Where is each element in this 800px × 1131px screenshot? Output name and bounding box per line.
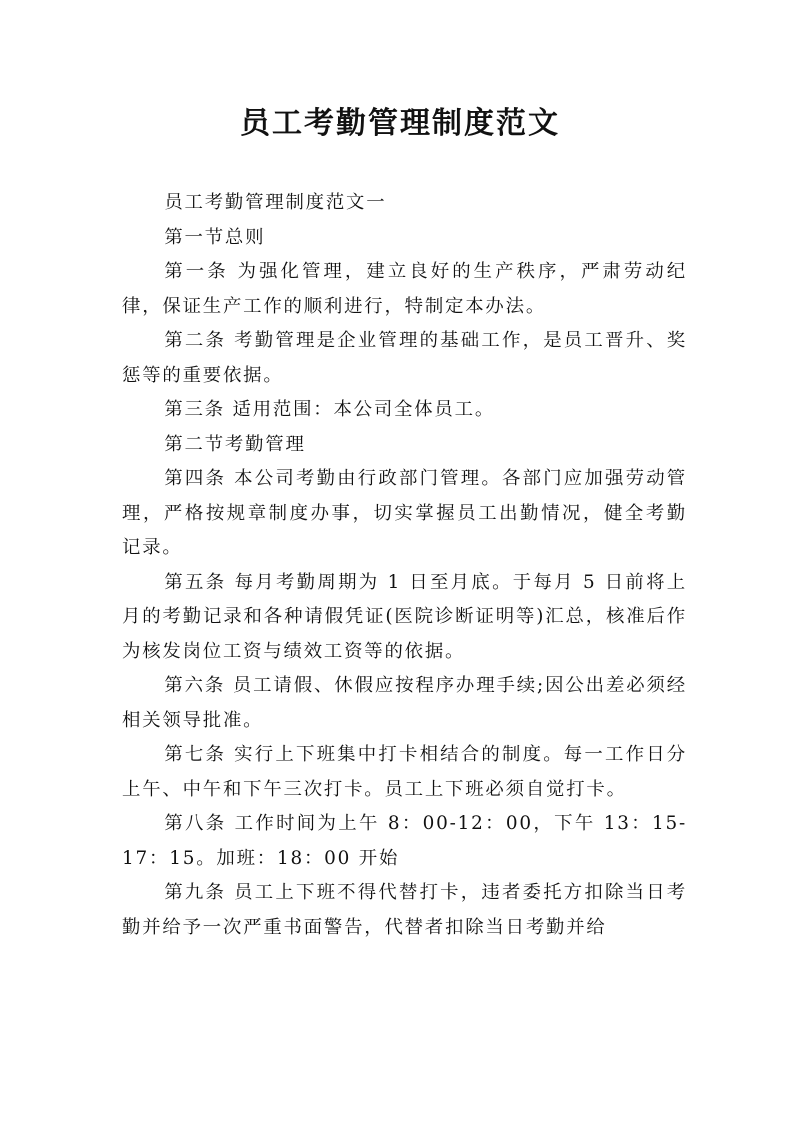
page-title: 员工考勤管理制度范文 — [240, 106, 560, 141]
paragraph-article-7: 第七条 实行上下班集中打卡相结合的制度。每一工作日分上午、中午和下午三次打卡。员工上下班必须自觉打卡。 — [122, 744, 687, 800]
paragraph-article-5: 第五条 每月考勤周期为 1 日至月底。于每月 5 日前将上月的考勤记录和各种请假凭证(医院诊断证明等)汇总，核准后作为核发岗位工资与绩效工资等的依据。 — [122, 571, 687, 662]
paragraph-article-6: 第六条 员工请假、休假应按程序办理手续;因公出差必须经相关领导批准。 — [122, 675, 687, 731]
paragraph-article-1: 第一条 为强化管理，建立良好的生产秩序，严肃劳动纪律，保证生产工作的顺利进行，特制定本办法。 — [122, 261, 687, 317]
paragraph-article-8: 第八条 工作时间为上午 8：00-12：00，下午 13：15-17：15。加班：18：00 开始 — [122, 813, 687, 869]
paragraph-article-4: 第四条 本公司考勤由行政部门管理。各部门应加强劳动管理，严格按规章制度办事，切实掌握员工出勤情况，健全考勤记录。 — [122, 468, 687, 558]
paragraph-subtitle: 员工考勤管理制度范文一 — [164, 192, 387, 213]
paragraph-article-2: 第二条 考勤管理是企业管理的基础工作，是员工晋升、奖惩等的重要依据。 — [122, 330, 687, 386]
paragraph-article-9: 第九条 员工上下班不得代替打卡，违者委托方扣除当日考勤并给予一次严重书面警告，代替者扣除当日考勤并给 — [122, 882, 687, 938]
document-body — [122, 186, 687, 945]
paragraph-section-1-heading: 第一节总则 — [164, 226, 266, 248]
paragraph-article-3: 第三条 适用范围：本公司全体员工。 — [164, 399, 496, 420]
paragraph-section-2-heading: 第二节考勤管理 — [164, 433, 306, 455]
